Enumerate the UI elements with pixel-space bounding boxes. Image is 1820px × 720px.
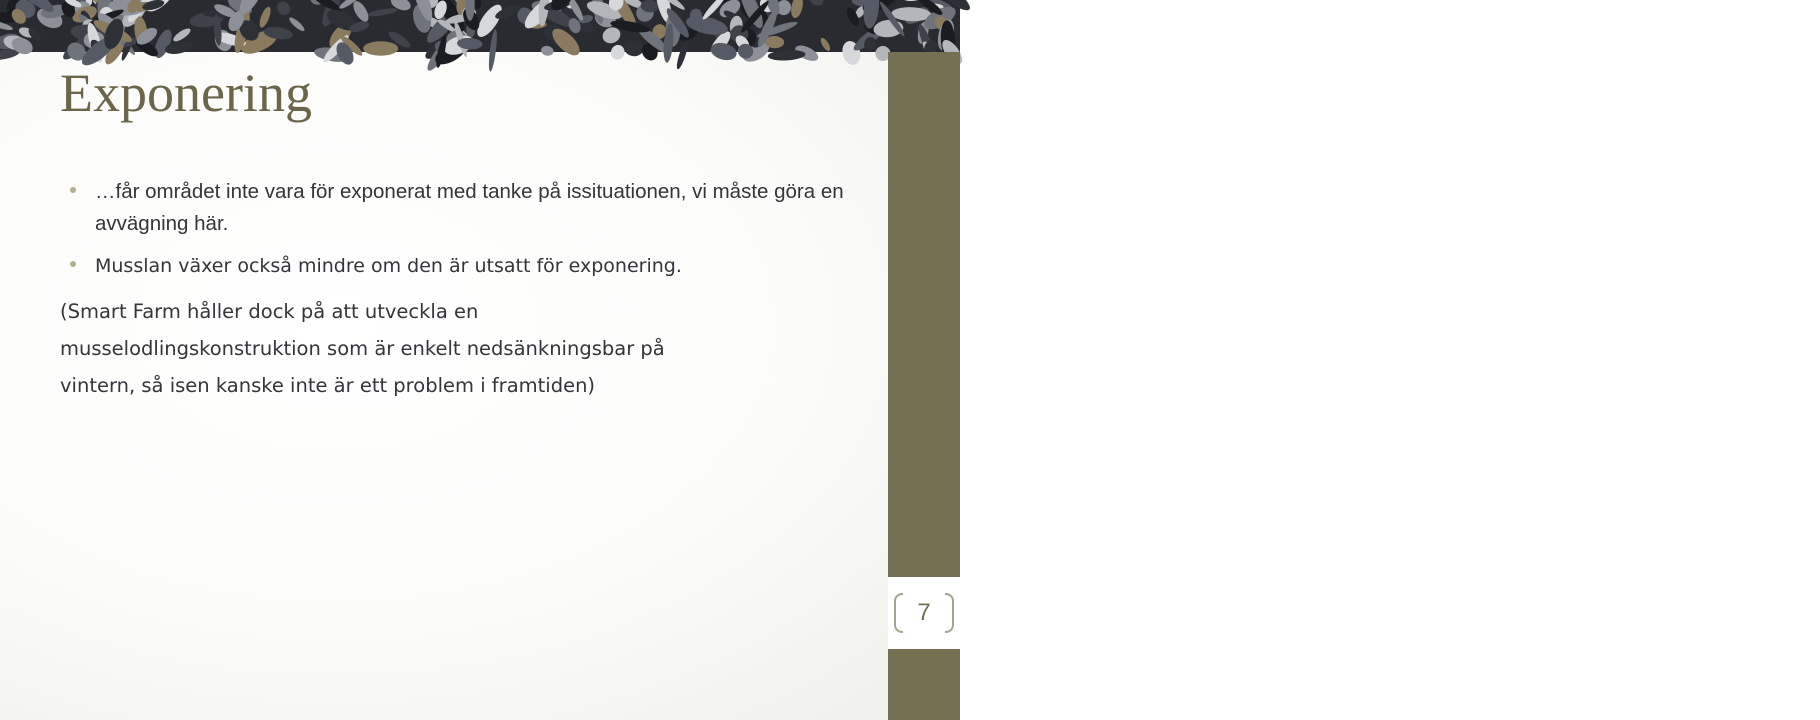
body-paragraph: (Smart Farm håller dock på att utveckla en musselodlingskonstruktion som är enkelt nedsänkningsbar på vintern, så isen kanske inte är ett problem i framtiden) xyxy=(60,300,665,397)
mussel-banner-image xyxy=(0,0,960,52)
bullet-text: …får området inte vara för exponerat med tanke på issituationen, vi måste göra en avvägning här. xyxy=(95,180,844,235)
bullet-dot-icon xyxy=(70,261,76,267)
page-number: 7 xyxy=(917,599,931,626)
mussel-shell-shape xyxy=(363,41,398,55)
bullet-dot-icon xyxy=(70,187,76,193)
bullet-item xyxy=(60,250,860,282)
bullet-item xyxy=(60,176,860,240)
slide-date: 2011-10-26 xyxy=(1804,289,1820,355)
bullet-text: Musslan växer också mindre om den är utsatt för exponering. xyxy=(95,255,682,277)
mussel-photo-graphic xyxy=(0,0,960,52)
bullet-list xyxy=(60,176,860,292)
slide-title: Exponering xyxy=(60,63,312,123)
page-number-box xyxy=(888,577,960,649)
